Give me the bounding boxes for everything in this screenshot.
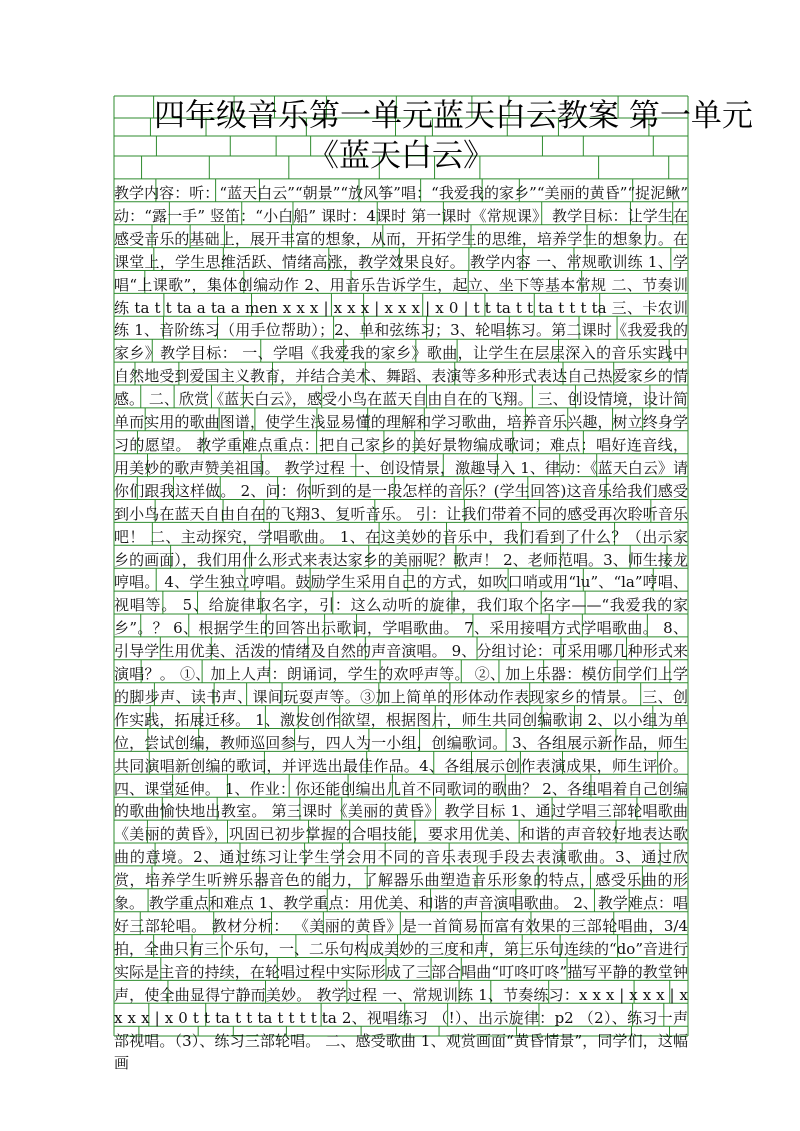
document-title-line2: 《蓝天白云》 (308, 138, 494, 174)
document-content (114, 96, 753, 1075)
document-title-line1: 四年级音乐第一单元蓝天白云教案 第一单元 (154, 98, 753, 134)
document-body: 教学内容：听：“蓝天白云”“朝景”“放风筝”唱：“我爱我的家乡”“美丽的黄昏”“捉泥鳅” 动：“露一手” 竖笛：“小白船” 课时：4课时 第一课时《常规课》 教学目标：让学生在感受音乐的基础上，展开丰富的想象，从而，开拓学生的思维，培养学生的想象力。在课堂上，学生思维活跃、情绪高涨，教学效果良好。 教学内容 一、常规歌训练 1、学唱“上课歌”，集体创编动作 2、用音乐告诉学生，起立、坐下等基本常规 二、节奏训练 ta t t ta a ta a men x x x | x x x | x x x | x 0 | t t ta t t ta t t t ta 三、卡农训练 1、音阶练习（用手位帮助）；2、单和弦练习；3、轮唱练习。第二课时《我爱我的家乡》教学目标： 一、学唱《我爱我的家乡》歌曲，让学生在层层深入的音乐实践中自然地受到爱国主义教育，并结合美术、舞蹈、表演等多种形式表达自己热爱家乡的情感。 二、欣赏《蓝天白云》，感受小鸟在蓝天自由自在的飞翔。 三、创设情境，设计简单而实用的歌曲图谱，使学生浅显易懂的理解和学习歌曲，培养音乐兴趣，树立终身学习的愿望。 教学重难点重点：把自己家乡的美好景物编成歌词；难点：唱好连音线，用美妙的歌声赞美祖国。 教学过程 一、创设情景，激趣导入 1、律动：《蓝天白云》请你们跟我这样做。 2、问：你听到的是一段怎样的音乐？(学生回答)这音乐给我们感受到小鸟在蓝天自由自在的飞翔3、复听音乐。 引：让我们带着不同的感受再次聆听音乐吧！ 二、主动探究，学唱歌曲。 1、在这美妙的音乐中，我们看到了什么？（出示家乡的画面），我们用什么形式来表达家乡的美丽呢？歌声！ 2、老师范唱。3、师生接龙哼唱。 4、学生独立哼唱。鼓励学生采用自己的方式，如吹口哨或用“lu”、“la”哼唱、视唱等。 5、给旋律取名字，引：这么动听的旋律，我们取个名字——“我爱我的家乡”。？ 6、根据学生的回答出示歌词，学唱歌曲。 7、采用接唱方式学唱歌曲。 8、引导学生用优美、活泼的情绪及自然的声音演唱。 9、分组讨论：可采用哪几种形式来演唱？。 ①、加上人声：朗诵词，学生的欢呼声等。 ②、加上乐器：模仿同学们上学的脚步声、读书声、课间玩耍声等。③加上简单的形体动作表现家乡的情景。 三、创作实践，拓展迁移。 1、激发创作欲望，根据图片，师生共同创编歌词 2、以小组为单位，尝试创编，教师巡回参与，四人为一小组，创编歌词。 3、各组展示新作品，师生共同演唱新创编的歌词，并评选出最佳作品。4、各组展示创作表演成果，师生评价。 四、课堂延伸。 1、作业：你还能创编出几首不同歌词的歌曲？ 2、各组唱着自己创编的歌曲愉快地出教室。 第三课时《美丽的黄昏》 教学目标 1、通过学唱三部轮唱歌曲《美丽的黄昏》，巩固已初步掌握的合唱技能，要求用优美、和谐的声音较好地表达歌曲的意境。2、通过练习让学生学会用不同的音乐表现手段去表演歌曲。3、通过欣赏，培养学生听辨乐器音色的能力，了解器乐曲塑造音乐形象的特点，感受乐曲的形象。 教学重点和难点 1、教学重点：用优美、和谐的声音演唱歌曲。 2、教学难点：唱好三部轮唱。 教材分析： 《美丽的黄昏》是一首简易而富有效果的三部轮唱曲，3/4拍，全曲只有三个乐句，一、二乐句构成美妙的三度和声，第三乐句连续的“do”音进行实际是主音的持续，在轮唱过程中实际形成了三部合唱曲“叮咚叮咚”描写平静的教堂钟声，使全曲显得宁静而美妙。 教学过程 一、常规训练 1、节奏练习：x x x | x x x | x x x x | x 0 t t ta t t ta t t t t ta 2、视唱练习 （!）、出示旋律：p2 （2）、练习一声部视唱。（3）、练习三部轮唱。 二、感受歌曲 1、观赏画面“黄昏情景”，同学们，这幅画 (114, 184, 688, 1073)
document-title (114, 96, 753, 176)
